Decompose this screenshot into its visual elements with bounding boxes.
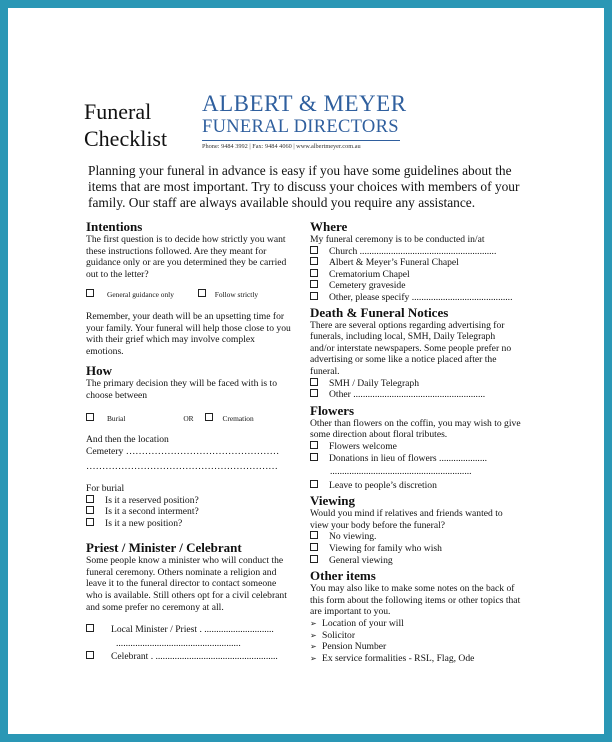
flowers-option-welcome: Flowers welcome — [310, 441, 522, 453]
checkbox-local-minister[interactable] — [86, 624, 94, 632]
left-column: Intentions The first question is to decide how strictly you want these instructions followed. Are they meant for guidance only or are you determined they be carried out to the letter? General guidance only Follow strictly Remember, your death will be an upsetting time for your family. Your funeral will help those close to you with their grief which may involve complex emotions. How The primary decision they will be faced with is to choose between Burial OR Cremation And then the location Cemetery ………………………………………… …………………………………………………… For burial Is it a reserved position? Is it a second interment? Is it a new position? Priest / Minister / Celebrant Some people know a minister who will conduct the funeral ceremony. Others nominate a religion and leave it to the funeral director to contact someone who is available. Still others opt for a civil celebrant and some prefer no ceremony at all. Local Minister / Priest . ............................. .................................................... Celebrant . ................................................... — [86, 219, 291, 663]
other-item-2: ➢ Solicitor — [310, 629, 356, 641]
checkbox-celebrant[interactable] — [86, 651, 94, 659]
viewing-option-general: General viewing — [310, 555, 522, 567]
arrow-bullet-icon: ➢ — [310, 653, 317, 663]
checkbox-church[interactable] — [310, 246, 318, 254]
how-text: The primary decision they will be faced with is to choose between — [86, 378, 278, 401]
company-logo-name: ALBERT & MEYER — [202, 91, 407, 116]
checkbox-new-position[interactable] — [86, 518, 94, 526]
intentions-text: The first question is to decide how strictly you want these instructions followed. Are they meant for guidance only or are you determined they be carried out to the letter? — [86, 234, 287, 280]
section-heading-flowers: Flowers — [310, 402, 355, 418]
notice-option-other: Other ....................................................... — [310, 389, 522, 401]
checkbox-notice-other[interactable] — [310, 389, 318, 397]
flowers-option-donations: Donations in lieu of flowers .................... — [310, 453, 522, 465]
other-item-4: ➢ Ex service formalities - RSL, Flag, Ode — [310, 652, 475, 664]
logo-divider — [202, 140, 400, 141]
burial-question-3: Is it a new position? — [86, 518, 292, 530]
section-heading-where: Where — [310, 219, 348, 234]
where-option-graveside: Cemetery graveside — [310, 280, 522, 292]
section-heading-how: How — [86, 363, 112, 379]
arrow-bullet-icon: ➢ — [310, 642, 317, 652]
right-column: Where My funeral ceremony is to be conducted in/at Church ......................................................... Albert & Meyer’s Funeral Chapel Crematorium Chapel Cemetery graveside Other, please specify .......................................... Death & Funeral Notices There are several options regarding advertising for funerals, including local, SMH, Daily Telegraph and/or interstate newspapers. Some people prefer no advertising or some like a notice placed after the funeral. SMH / Daily Telegraph Other ....................................................... Flowers Other than flowers on the coffin, you may wish to give some direction about floral tributes. Flowers welcome Donations in lieu of flowers .................... ........................................................... Leave to people’s discretion Viewing Would you mind if relatives and friends wanted to view your body before the funeral? No viewing. Viewing for family who wish General viewing Other items You may also like to make some notes on the back of this form about the following items or other topics that are important to you. ➢ Location of your will ➢ Solicitor ➢ Pension Number ➢ Ex service formalities - RSL, Flag, Ode — [310, 219, 521, 664]
checkbox-other-place[interactable] — [310, 292, 318, 300]
where-option-crematorium: Crematorium Chapel — [310, 269, 522, 281]
arrow-bullet-icon: ➢ — [310, 630, 317, 640]
document-title: Funeral Checklist — [84, 99, 168, 151]
arrow-bullet-icon: ➢ — [310, 619, 317, 629]
where-option-church: Church ......................................................... — [310, 246, 522, 258]
intro-paragraph: Planning your funeral in advance is easy if you have some guidelines about the items that are most important. Try to discuss your choices with members of your family. Our staff are always available should you require any assistance. — [88, 163, 520, 210]
checkbox-flowers-welcome[interactable] — [310, 441, 318, 449]
checkbox-crematorium[interactable] — [310, 269, 318, 277]
checkbox-no-viewing[interactable] — [310, 531, 318, 539]
checkbox-second-interment[interactable] — [86, 506, 94, 514]
checkbox-cremation[interactable] — [205, 413, 213, 421]
checklist-page — [8, 8, 604, 734]
disposal-options: Burial OR Cremation — [86, 413, 292, 425]
checkbox-burial[interactable] — [86, 413, 94, 421]
section-heading-intentions: Intentions — [86, 219, 143, 234]
where-option-chapel: Albert & Meyer’s Funeral Chapel — [310, 257, 522, 269]
checkbox-general-guidance[interactable] — [86, 289, 94, 297]
checkbox-smh[interactable] — [310, 378, 318, 386]
section-heading-priest: Priest / Minister / Celebrant — [86, 540, 242, 556]
where-option-other: Other, please specify .......................................... — [310, 292, 522, 304]
guidance-options: General guidance only Follow strictly — [86, 289, 292, 301]
flowers-option-discretion: Leave to people’s discretion — [310, 480, 522, 492]
other-item-1: ➢ Location of your will — [310, 618, 404, 630]
checkbox-follow-strictly[interactable] — [198, 289, 206, 297]
checkbox-reserved[interactable] — [86, 495, 94, 503]
section-heading-notices: Death & Funeral Notices — [310, 304, 449, 320]
burial-question-1: Is it a reserved position? — [86, 495, 292, 507]
section-heading-other-items: Other items — [310, 568, 376, 584]
checkbox-graveside[interactable] — [310, 280, 318, 288]
other-item-3: ➢ Pension Number — [310, 641, 387, 653]
cemetery-line-2: …………………………………………………… — [86, 461, 278, 473]
section-heading-viewing: Viewing — [310, 493, 356, 509]
checkbox-donations[interactable] — [310, 453, 318, 461]
viewing-option-family: Viewing for family who wish — [310, 543, 522, 555]
cemetery-line: Cemetery ………………………………………… — [86, 445, 280, 457]
intentions-note: Remember, your death will be an upsetting time for your family. Your funeral will help those close to you with their grief which may involve complex emotions. — [86, 310, 291, 357]
checkbox-discretion[interactable] — [310, 480, 318, 488]
viewing-option-no: No viewing. — [310, 531, 522, 543]
checkbox-funeral-chapel[interactable] — [310, 257, 318, 265]
company-logo-subtitle: FUNERAL DIRECTORS — [202, 117, 399, 137]
priest-text: Some people know a minister who will conduct the funeral ceremony. Others nominate a religion and leave it to the funeral director to contact someone who is available. Still others opt for a civil celebrant and some prefer no ceremony at all. — [86, 555, 287, 613]
notice-option-smh: SMH / Daily Telegraph — [310, 378, 522, 390]
checkbox-family-viewing[interactable] — [310, 543, 318, 551]
contact-line: Phone: 9484 3992 | Fax: 9484 4060 | www.albertmeyer.com.au — [202, 143, 361, 150]
burial-question-2: Is it a second interment? — [86, 506, 292, 518]
celebrant-line: Celebrant . ................................................... — [86, 651, 292, 663]
checkbox-general-viewing[interactable] — [310, 555, 318, 563]
minister-line: Local Minister / Priest . ............................. — [86, 624, 292, 636]
